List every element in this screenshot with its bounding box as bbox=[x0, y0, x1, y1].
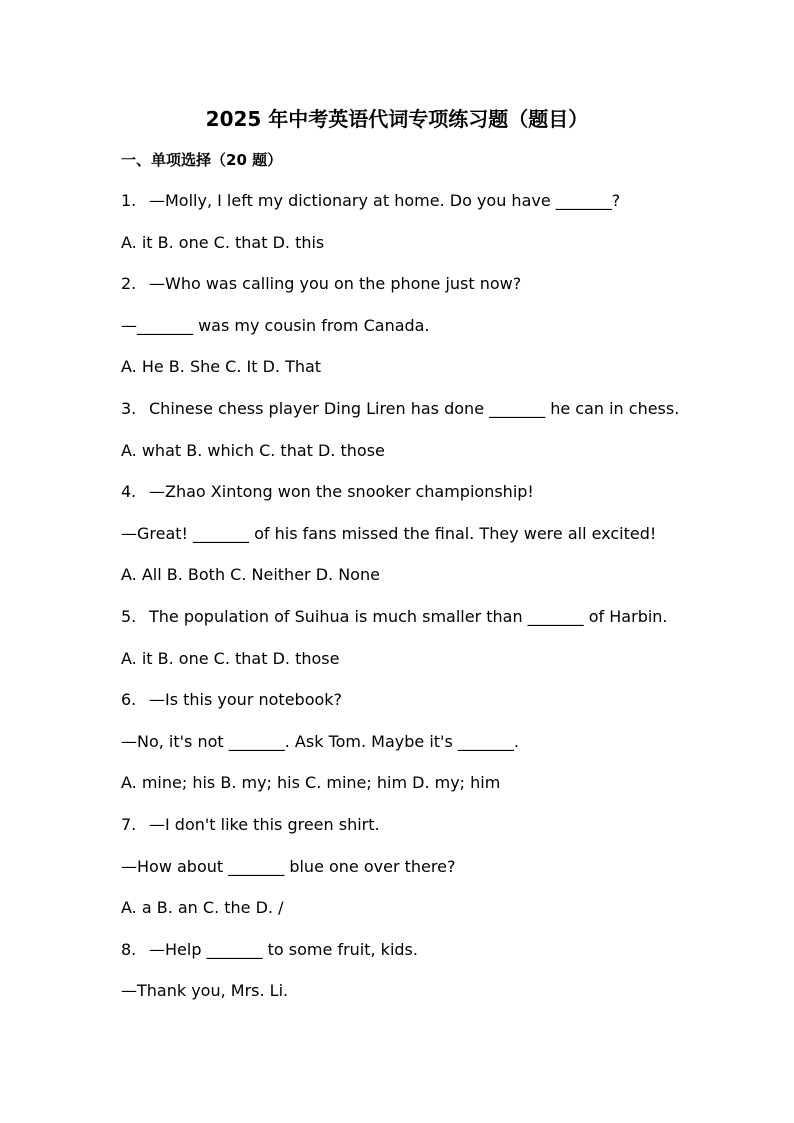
section-heading: 一、单项选择（20 题） bbox=[121, 151, 283, 169]
question-7-stem bbox=[121, 813, 721, 855]
question-text: The population of Suihua is much smaller than _______ of Harbin. bbox=[149, 606, 668, 626]
question-number: 4. bbox=[121, 482, 137, 502]
question-6-reply: —No, it's not _______. Ask Tom. Maybe it's _______. bbox=[121, 731, 519, 751]
question-2-reply: —_______ was my cousin from Canada. bbox=[121, 315, 430, 335]
question-7-reply: —How about _______ blue one over there? bbox=[121, 856, 456, 876]
question-3-stem bbox=[121, 397, 721, 439]
question-number: 7. bbox=[121, 814, 137, 834]
question-3-options: A. what B. which C. that D. those bbox=[121, 440, 385, 460]
question-6-stem bbox=[121, 688, 721, 730]
question-number: 1. bbox=[121, 191, 137, 210]
question-text: —Who was calling you on the phone just now? bbox=[149, 274, 522, 294]
question-number: 2. bbox=[121, 274, 137, 294]
question-6-options: A. mine; his B. my; his C. mine; him D. my; him bbox=[121, 773, 501, 793]
document-title: 2025 年中考英语代词专项练习题（题目） bbox=[205, 107, 589, 131]
question-4-options: A. All B. Both C. Neither D. None bbox=[121, 565, 380, 585]
question-text: —Help _______ to some fruit, kids. bbox=[149, 939, 418, 959]
question-list bbox=[121, 189, 721, 1021]
question-number: 5. bbox=[121, 606, 137, 626]
question-number: 6. bbox=[121, 690, 137, 710]
question-2-options: A. He B. She C. It D. That bbox=[121, 357, 322, 377]
question-8-reply: —Thank you, Mrs. Li. bbox=[121, 981, 289, 1001]
question-text: —I don't like this green shirt. bbox=[149, 814, 380, 834]
question-5-stem bbox=[121, 605, 721, 647]
question-4-reply: —Great! _______ of his fans missed the final. They were all excited! bbox=[121, 523, 657, 543]
question-2-stem bbox=[121, 272, 721, 314]
question-1-stem bbox=[121, 189, 721, 231]
question-number: 3. bbox=[121, 398, 137, 418]
question-text: Chinese chess player Ding Liren has done _______ he can in chess. bbox=[149, 398, 680, 418]
question-text: —Zhao Xintong won the snooker championship! bbox=[149, 482, 534, 502]
question-5-options: A. it B. one C. that D. those bbox=[121, 648, 340, 668]
question-number: 8. bbox=[121, 939, 137, 959]
question-4-stem bbox=[121, 480, 721, 522]
question-1-options: A. it B. one C. that D. this bbox=[121, 232, 325, 252]
question-text: —Molly, I left my dictionary at home. Do you have _______? bbox=[149, 191, 621, 210]
question-8-stem bbox=[121, 938, 721, 980]
question-text: —Is this your notebook? bbox=[149, 690, 343, 710]
question-7-options: A. a B. an C. the D. / bbox=[121, 898, 284, 918]
